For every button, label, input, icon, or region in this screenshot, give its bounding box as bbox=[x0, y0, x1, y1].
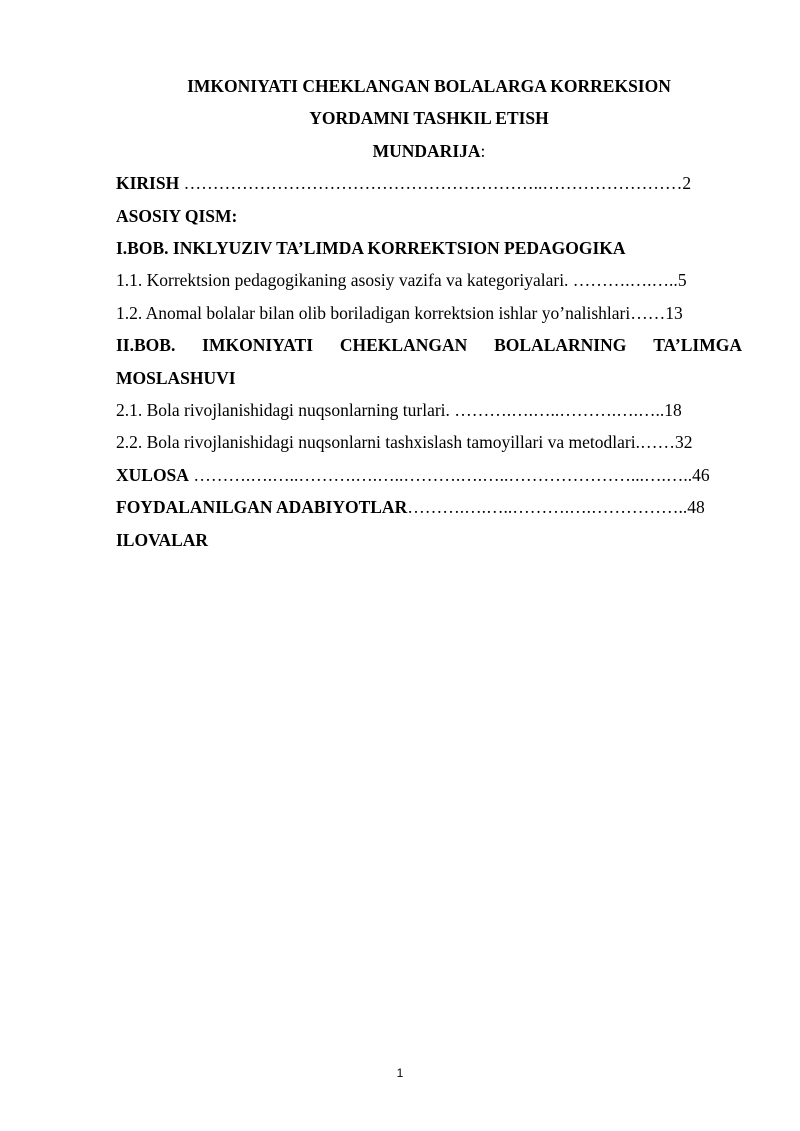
toc-xulosa-leader: ……….….…..……….….…..……….….…..…………………...….….. bbox=[188, 464, 693, 485]
contents-heading-text: MUNDARIJA bbox=[372, 140, 481, 161]
toc-bob-2-word: II.BOB. bbox=[116, 335, 176, 356]
toc-entry-xulosa bbox=[116, 459, 742, 491]
toc-entry-2-2 bbox=[116, 426, 742, 458]
toc-entry-adabiyotlar bbox=[116, 491, 742, 523]
toc-2-1-page: 18 bbox=[664, 400, 682, 421]
document-title-line-2: YORDAMNI TASHKIL ETISH bbox=[309, 108, 549, 129]
toc-1-1-text: 1.1. Korrektsion pedagogikaning asosiy vazifa va kategoriyalari. ……….….….. bbox=[116, 270, 678, 291]
contents-heading bbox=[116, 135, 742, 167]
toc-bob-2-word: TA’LIMGA bbox=[653, 335, 742, 356]
toc-1-2-page: 13 bbox=[665, 302, 683, 323]
toc-2-2-text: 2.2. Bola rivojlanishidagi nuqsonlarni tashxislash tamoyillari va metodlari.…… bbox=[116, 432, 675, 453]
toc-2-1-text: 2.1. Bola rivojlanishidagi nuqsonlarning turlari. ……….….…..……….….….. bbox=[116, 400, 665, 421]
document-title-line-1: IMKONIYATI CHEKLANGAN BOLALARGA KORREKSION bbox=[187, 76, 671, 96]
toc-heading-bob-2-line-1 bbox=[116, 329, 742, 361]
toc-kirish-label: KIRISH bbox=[116, 173, 180, 194]
contents-heading-colon: : bbox=[480, 140, 486, 161]
toc-bob-2-word: CHEKLANGAN bbox=[339, 335, 468, 356]
page-number: 1 bbox=[396, 1066, 404, 1080]
toc-bob-2-word: IMKONIYATI bbox=[202, 335, 314, 356]
toc-xulosa-page: 46 bbox=[692, 464, 710, 485]
toc-bob-2-word: BOLALARNING bbox=[494, 335, 627, 356]
toc-kirish-leader: ……………………………………………………..…………………… bbox=[179, 173, 683, 194]
toc-2-2-page: 32 bbox=[674, 432, 693, 453]
toc-heading-bob-1: I.BOB. INKLYUZIV TA’LIMDA KORREKTSION PEDAGOGIKA bbox=[116, 238, 626, 259]
toc-kirish-page: 2 bbox=[682, 173, 692, 194]
toc-heading-asosiy-qism: ASOSIY QISM: bbox=[116, 205, 238, 226]
toc-adabiyotlar-leader: ……….….…..……….….…………….. bbox=[407, 497, 688, 518]
toc-entry-1-2 bbox=[116, 297, 742, 329]
toc-entry-kirish bbox=[116, 167, 742, 199]
toc-adabiyotlar-label: FOYDALANILGAN ADABIYOTLAR bbox=[116, 497, 408, 518]
toc-xulosa-label: XULOSA bbox=[116, 464, 189, 485]
toc-heading-bob-2-line-2: MOSLASHUVI bbox=[116, 367, 236, 388]
toc-heading-ilovalar: ILOVALAR bbox=[116, 529, 209, 550]
document-page bbox=[116, 70, 742, 556]
toc-entry-2-1 bbox=[116, 394, 742, 426]
toc-entry-1-1 bbox=[116, 264, 742, 296]
toc-1-2-text: 1.2. Anomal bolalar bilan olib boriladigan korrektsion ishlar yo’nalishlari…… bbox=[116, 302, 666, 323]
toc-adabiyotlar-page: 48 bbox=[687, 497, 705, 518]
toc-1-1-page: 5 bbox=[677, 270, 687, 291]
